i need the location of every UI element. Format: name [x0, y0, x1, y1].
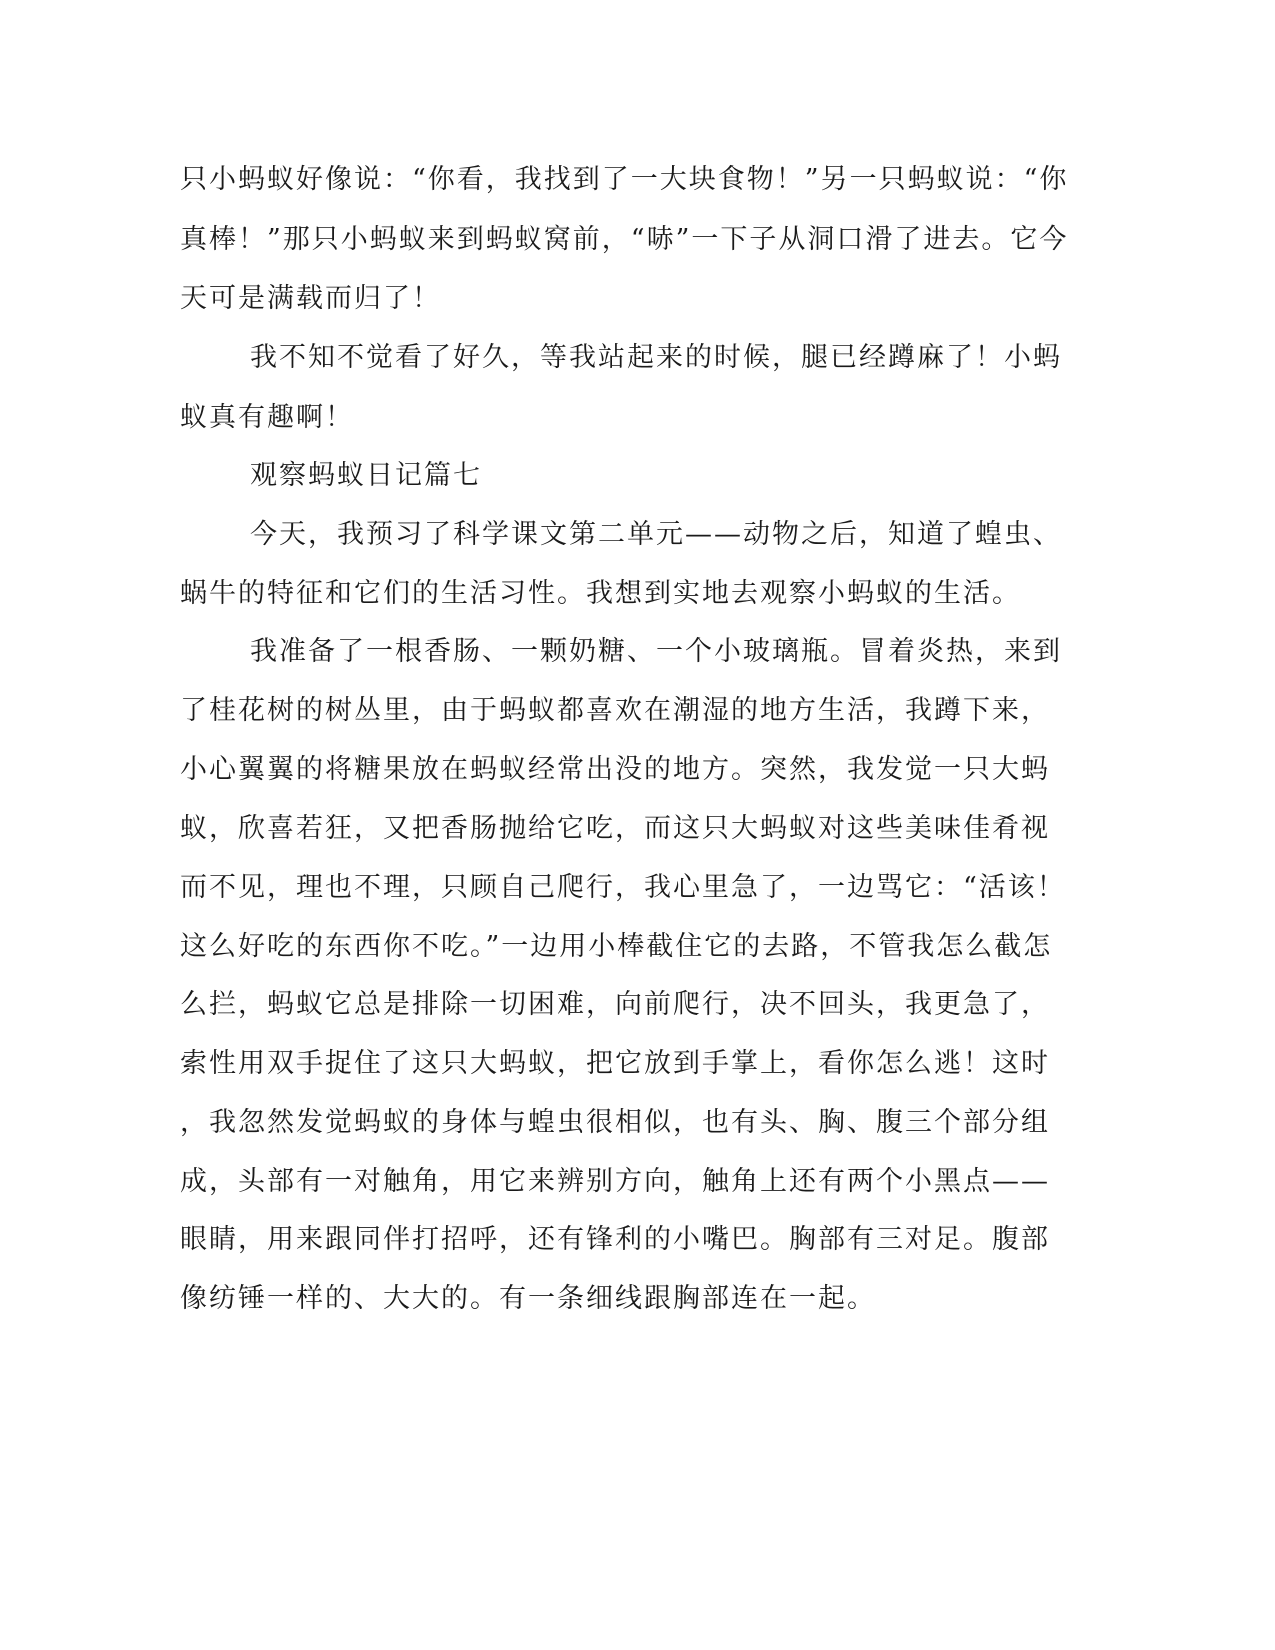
- text-line: ，我忽然发觉蚂蚁的身体与蝗虫很相似，也有头、胸、腹三个部分组: [180, 1107, 1050, 1138]
- text-line: 索性用双手捉住了这只大蚂蚁，把它放到手掌上，看你怎么逃！这时: [180, 1048, 1050, 1079]
- text-line: 蚁，欣喜若狂，又把香肠抛给它吃，而这只大蚂蚁对这些美味佳肴视: [180, 813, 1050, 844]
- text-line: 真棒！”那只小蚂蚁来到蚂蚁窝前，“哧”一下子从洞口滑了进去。它今: [180, 224, 1069, 255]
- text-line: 蚁真有趣啊！: [180, 402, 354, 433]
- text-line: 我准备了一根香肠、一颗奶糖、一个小玻璃瓶。冒着炎热，来到: [250, 636, 1062, 667]
- text-line: 像纺锤一样的、大大的。有一条细线跟胸部连在一起。: [180, 1283, 876, 1314]
- text-line: 小心翼翼的将糖果放在蚂蚁经常出没的地方。突然，我发觉一只大蚂: [180, 754, 1050, 785]
- text-line: 眼睛，用来跟同伴打招呼，还有锋利的小嘴巴。胸部有三对足。腹部: [180, 1224, 1050, 1255]
- text-line: 天可是满载而归了！: [180, 283, 441, 314]
- text-line: 蜗牛的特征和它们的生活习性。我想到实地去观察小蚂蚁的生活。: [180, 578, 1021, 609]
- text-line: 么拦，蚂蚁它总是排除一切困难，向前爬行，决不回头，我更急了，: [180, 989, 1050, 1020]
- text-line: 了桂花树的树丛里，由于蚂蚁都喜欢在潮湿的地方生活，我蹲下来，: [180, 695, 1050, 726]
- text-line: 而不见，理也不理，只顾自己爬行，我心里急了，一边骂它：“活该！: [180, 872, 1066, 903]
- text-line: 我不知不觉看了好久，等我站起来的时候，腿已经蹲麻了！小蚂: [250, 342, 1062, 373]
- text-line: 成，头部有一对触角，用它来辨别方向，触角上还有两个小黑点——: [180, 1166, 1050, 1197]
- section-heading: 观察蚂蚁日记篇七: [250, 460, 482, 491]
- text-line: 这么好吃的东西你不吃。”一边用小棒截住它的去路，不管我怎么截怎: [180, 931, 1053, 962]
- text-line: 今天，我预习了科学课文第二单元——动物之后，知道了蝗虫、: [250, 519, 1062, 550]
- text-line: 只小蚂蚁好像说：“你看，我找到了一大块食物！”另一只蚂蚁说：“你: [180, 164, 1069, 195]
